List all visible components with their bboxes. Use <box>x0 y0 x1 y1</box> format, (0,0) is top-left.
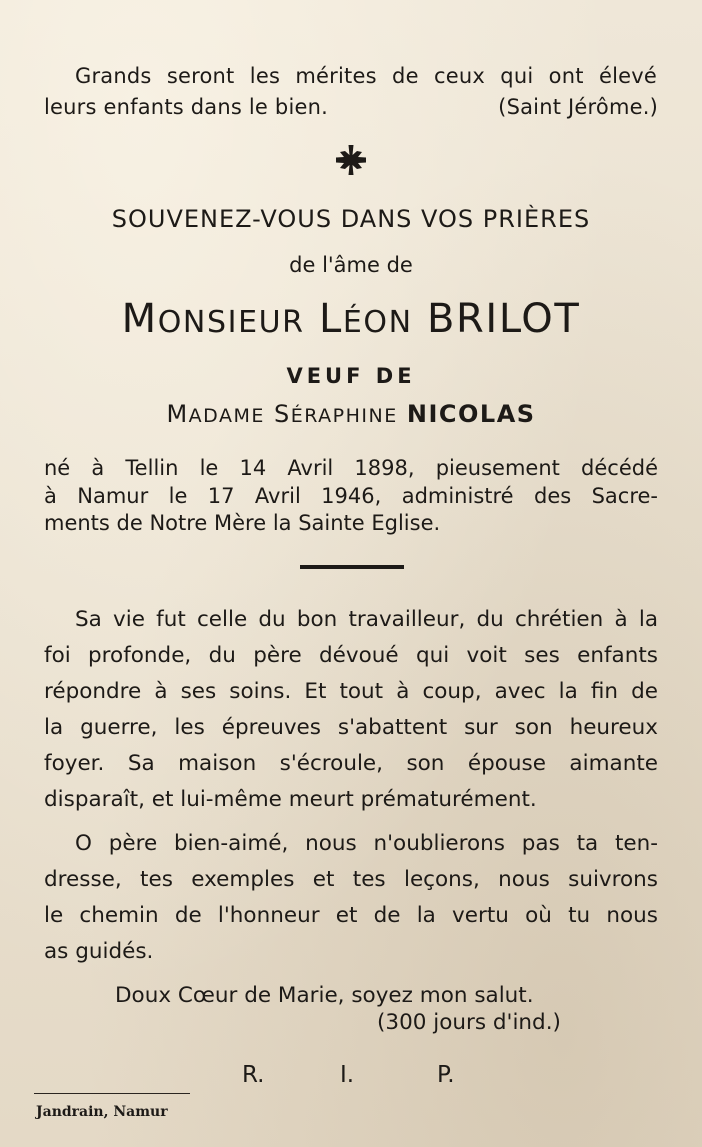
paragraph-2-line-1: O père bien-aimé, nous n'oublierons pas ta ten- <box>75 831 658 856</box>
quote-text: leurs enfants dans le bien. <box>44 95 328 119</box>
paragraph-1-line-4: la guerre, les épreuves s'abattent sur son heureux <box>44 715 658 740</box>
widower-label: VEUF DE <box>286 364 416 388</box>
spouse-surname: NICOLAS <box>406 400 536 428</box>
deceased-name <box>0 296 702 342</box>
deceased-first-rest: ÉON <box>342 305 413 340</box>
printer-name: Jandrain, Namur <box>36 1104 168 1120</box>
separator-rule <box>300 565 404 569</box>
rip-i: I. <box>340 1062 355 1088</box>
biography-line-3: ments de Notre Mère la Sainte Eglise. <box>44 511 441 535</box>
spouse-first-rest: ÉRAPHINE <box>290 405 398 427</box>
spouse-title-rest: ADAME <box>188 405 265 427</box>
paragraph-1-line-2: foi profonde, du père dévoué qui voit ses enfants <box>44 643 658 668</box>
quote-source: (Saint Jérôme.) <box>498 95 658 119</box>
paragraph-1-line-5: foyer. Sa maison s'écroule, son épouse aimante <box>44 751 658 776</box>
paragraph-1-line-6: disparaît, et lui-même meurt prématurément. <box>44 787 537 812</box>
paragraph-2-line-3: le chemin de l'honneur et de la vertu où tu nous <box>44 903 658 928</box>
biography-line-1: né à Tellin le 14 Avril 1898, pieusement décédé <box>44 456 658 480</box>
paragraph-2-line-4: as guidés. <box>44 939 154 964</box>
deceased-surname: BRILOT <box>426 296 581 342</box>
rip-p: P. <box>437 1062 455 1088</box>
paragraph-1-line-3: répondre à ses soins. Et tout à coup, avec la fin de <box>44 679 658 704</box>
printer-rule <box>34 1093 190 1094</box>
biography-line-2: à Namur le 17 Avril 1946, administré des Sacre- <box>44 484 658 508</box>
spouse-title-initial: M <box>166 400 189 428</box>
spouse-name <box>0 400 702 428</box>
paragraph-2-line-2: dresse, tes exemples et tes leçons, nous suivrons <box>44 867 658 892</box>
deceased-title-rest: ONSIEUR <box>157 305 305 340</box>
indulgence: (300 jours d'ind.) <box>377 1010 561 1035</box>
paragraph-1-line-1: Sa vie fut celle du bon travailleur, du chrétien à la <box>75 607 658 632</box>
deceased-first-initial: L <box>318 296 343 342</box>
quote-line-2 <box>44 95 658 119</box>
invocation: Doux Cœur de Marie, soyez mon salut. <box>115 983 534 1008</box>
rip-r: R. <box>242 1062 265 1088</box>
deceased-title-initial: M <box>121 296 158 342</box>
quote-line-1: Grands seront les mérites de ceux qui ont élevé <box>75 64 657 88</box>
remember-heading: SOUVENEZ-VOUS DANS VOS PRIÈRES <box>111 205 591 233</box>
soul-line: de l'âme de <box>289 253 413 277</box>
spouse-first-initial: S <box>274 400 291 428</box>
